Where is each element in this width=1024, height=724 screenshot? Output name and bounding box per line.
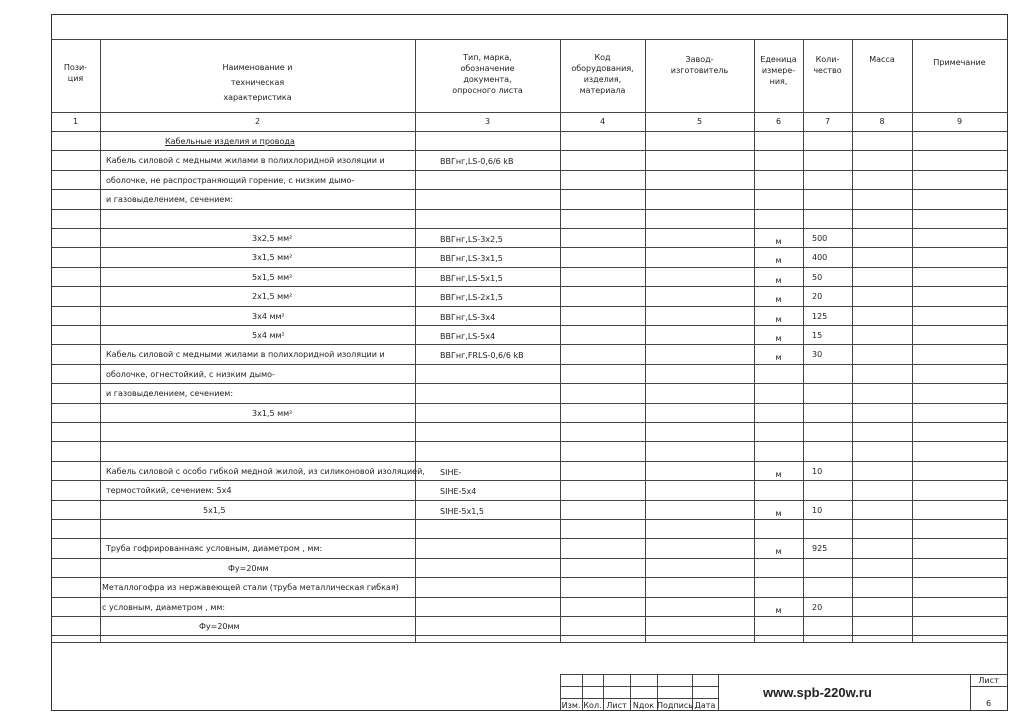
item-name: Металлогофра из нержавеющей стали (труба металлическая гибкая) xyxy=(102,583,399,592)
item-name: 5х4 мм² xyxy=(252,331,285,340)
item-unit: м xyxy=(775,295,782,304)
stamp-column-line xyxy=(718,674,719,711)
row-line xyxy=(51,344,1007,345)
row-line xyxy=(51,500,1007,501)
header-line: характеристика xyxy=(223,93,292,102)
row-line xyxy=(51,306,1007,307)
column-line xyxy=(560,39,561,642)
item-type: ВВГнг,LS-0,6/6 kВ xyxy=(440,157,514,166)
header-line: Наименование и xyxy=(222,63,293,72)
item-name: оболочке, не распространяющий горение, с низким дымо- xyxy=(106,176,355,185)
row-line xyxy=(51,189,1007,190)
column-number: 6 xyxy=(775,117,782,126)
row-line xyxy=(51,480,1007,481)
row-line xyxy=(51,558,1007,559)
header-col9 xyxy=(912,57,1007,68)
header-line: опросного листа xyxy=(452,86,523,95)
header-line: изготовитель xyxy=(670,66,729,75)
item-unit: м xyxy=(775,256,782,265)
item-unit: м xyxy=(775,237,782,246)
stamp-label: Nдок xyxy=(632,701,655,710)
header-top-line xyxy=(51,39,1007,40)
item-name: Кабель силовой с медными жилами в полихлоридной изоляции и xyxy=(106,350,385,359)
header-line: Пози- xyxy=(63,63,88,72)
item-quantity: 500 xyxy=(812,234,828,243)
stamp-sheet-number: 6 xyxy=(985,699,992,708)
header-line: изделия, xyxy=(583,75,622,84)
item-name: 3х1,5 мм² xyxy=(252,253,293,262)
stamp-label: Кол. xyxy=(583,701,602,710)
header-line: техническая xyxy=(230,78,285,87)
row-line xyxy=(51,461,1007,462)
column-line xyxy=(912,39,913,642)
item-quantity: 15 xyxy=(812,331,823,340)
item-type: ВВГнг,LS-2х1,5 xyxy=(440,293,503,302)
item-name: Кабельные изделия и провода xyxy=(165,137,295,146)
row-line xyxy=(51,228,1007,229)
header-line: ния, xyxy=(769,77,788,86)
stamp-sheet-label: Лист xyxy=(978,676,999,685)
item-unit: м xyxy=(775,606,782,615)
header-col8 xyxy=(852,54,912,65)
header-line: обозначение xyxy=(460,64,515,73)
row-line xyxy=(51,577,1007,578)
column-number: 9 xyxy=(956,117,963,126)
row-line xyxy=(51,519,1007,520)
stamp-row-line xyxy=(560,698,718,699)
item-quantity: 30 xyxy=(812,350,823,359)
item-unit: м xyxy=(775,315,782,324)
header-line: ция xyxy=(67,74,84,83)
header-line: Тип, марка, xyxy=(463,53,512,62)
item-type: ВВГнг,LS-3х2,5 xyxy=(440,235,503,244)
column-line xyxy=(415,39,416,642)
item-quantity: 925 xyxy=(812,544,828,553)
item-name: Фу=20мм xyxy=(228,564,269,573)
header-col7 xyxy=(803,54,852,76)
item-type: ВВГнг,LS-5х4 xyxy=(440,332,496,341)
header-line: измере- xyxy=(761,66,796,75)
column-number: 4 xyxy=(599,117,606,126)
row-line xyxy=(51,616,1007,617)
header-line: Еденица xyxy=(760,55,797,64)
row-line xyxy=(51,635,1007,636)
item-name: с условным, диаметром , мм: xyxy=(102,603,226,612)
item-quantity: 10 xyxy=(812,506,823,515)
column-number: 2 xyxy=(254,117,261,126)
item-unit: м xyxy=(775,276,782,285)
item-name: оболочке, огнестойкий, с низким дымо- xyxy=(106,370,275,379)
colnum-bottom-line xyxy=(51,131,1007,132)
item-type: SIHE-5х1,5 xyxy=(440,507,484,516)
item-quantity: 20 xyxy=(812,292,823,301)
site-url: www.spb-220w.ru xyxy=(763,685,872,700)
row-line xyxy=(51,209,1007,210)
row-line xyxy=(51,383,1007,384)
item-type: SIHE-5х4 xyxy=(440,487,477,496)
item-type: ВВГнг,LS-3х1,5 xyxy=(440,254,503,263)
stamp-label: Подпись xyxy=(657,701,693,710)
header-line: чество xyxy=(813,66,842,75)
item-name: Труба гофрированнаяс условным, диаметром , мм: xyxy=(106,544,323,553)
header-line: оборудования, xyxy=(571,64,634,73)
item-name: 2х1,5 мм² xyxy=(252,292,293,301)
header-col5 xyxy=(645,54,754,76)
item-type: ВВГнг,FRLS-0,6/6 kВ xyxy=(440,351,524,360)
item-name: и газовыделением, сечением: xyxy=(106,195,234,204)
header-col4 xyxy=(560,52,645,96)
item-name: 3х1,5 мм² xyxy=(252,409,293,418)
column-line xyxy=(852,39,853,642)
item-quantity: 50 xyxy=(812,273,823,282)
row-line xyxy=(51,247,1007,248)
item-unit: м xyxy=(775,547,782,556)
item-name: Фу=20мм xyxy=(199,622,240,631)
stamp-label: Лист xyxy=(606,701,627,710)
item-name: 3х2,5 мм² xyxy=(252,234,293,243)
row-line xyxy=(51,267,1007,268)
row-line xyxy=(51,325,1007,326)
header-bottom-line xyxy=(51,112,1007,113)
item-name: 5х1,5 xyxy=(203,506,226,515)
header-col3 xyxy=(415,52,560,96)
table-bottom-line xyxy=(51,642,1007,643)
column-number: 8 xyxy=(879,117,885,126)
item-name: термостойкий, сечением: 5х4 xyxy=(106,486,232,495)
row-line xyxy=(51,538,1007,539)
item-type: ВВГнг,LS-3х4 xyxy=(440,313,496,322)
item-name: Кабель силовой с особо гибкой медной жилой, из силиконовой изоляцией, xyxy=(106,467,425,476)
item-quantity: 125 xyxy=(812,312,828,321)
header-line: материала xyxy=(579,86,626,95)
item-name: 3х4 мм² xyxy=(252,312,285,321)
row-line xyxy=(51,364,1007,365)
column-line xyxy=(645,39,646,642)
item-name: и газовыделением, сечением: xyxy=(106,389,234,398)
item-type: ВВГнг,LS-5х1,5 xyxy=(440,274,503,283)
row-line xyxy=(51,597,1007,598)
column-number: 7 xyxy=(824,117,831,126)
item-quantity: 10 xyxy=(812,467,823,476)
column-number: 1 xyxy=(72,117,79,126)
stamp-row-line xyxy=(560,686,718,687)
column-line xyxy=(803,39,804,642)
item-name: Кабель силовой с медными жилами в полихлоридной изоляции и xyxy=(106,156,385,165)
header-line: Код xyxy=(594,53,611,62)
column-line xyxy=(100,39,101,642)
row-line xyxy=(51,286,1007,287)
row-line xyxy=(51,403,1007,404)
item-quantity: 20 xyxy=(812,603,823,612)
stamp-label: Дата xyxy=(694,701,716,710)
header-col6 xyxy=(754,54,803,87)
header-line: документа, xyxy=(463,75,512,84)
header-col1 xyxy=(51,62,100,84)
header-line: Примечание xyxy=(933,58,986,67)
stamp-top-line xyxy=(560,674,1007,675)
stamp-sheet-line xyxy=(970,686,1007,687)
column-number: 5 xyxy=(696,117,703,126)
row-line xyxy=(51,170,1007,171)
item-unit: м xyxy=(775,334,782,343)
item-quantity: 400 xyxy=(812,253,828,262)
item-unit: м xyxy=(775,353,782,362)
header-line: Масса xyxy=(869,55,895,64)
row-line xyxy=(51,441,1007,442)
item-unit: м xyxy=(775,470,782,479)
header-line: Коли- xyxy=(815,55,840,64)
header-line: Завод- xyxy=(685,55,714,64)
row-line xyxy=(51,422,1007,423)
item-unit: м xyxy=(775,509,782,518)
item-name: 5х1,5 мм² xyxy=(252,273,293,282)
header-col2 xyxy=(100,62,415,107)
stamp-label: Изм. xyxy=(561,701,581,710)
item-type: SIHE- xyxy=(440,468,462,477)
row-line xyxy=(51,150,1007,151)
column-number: 3 xyxy=(484,117,491,126)
